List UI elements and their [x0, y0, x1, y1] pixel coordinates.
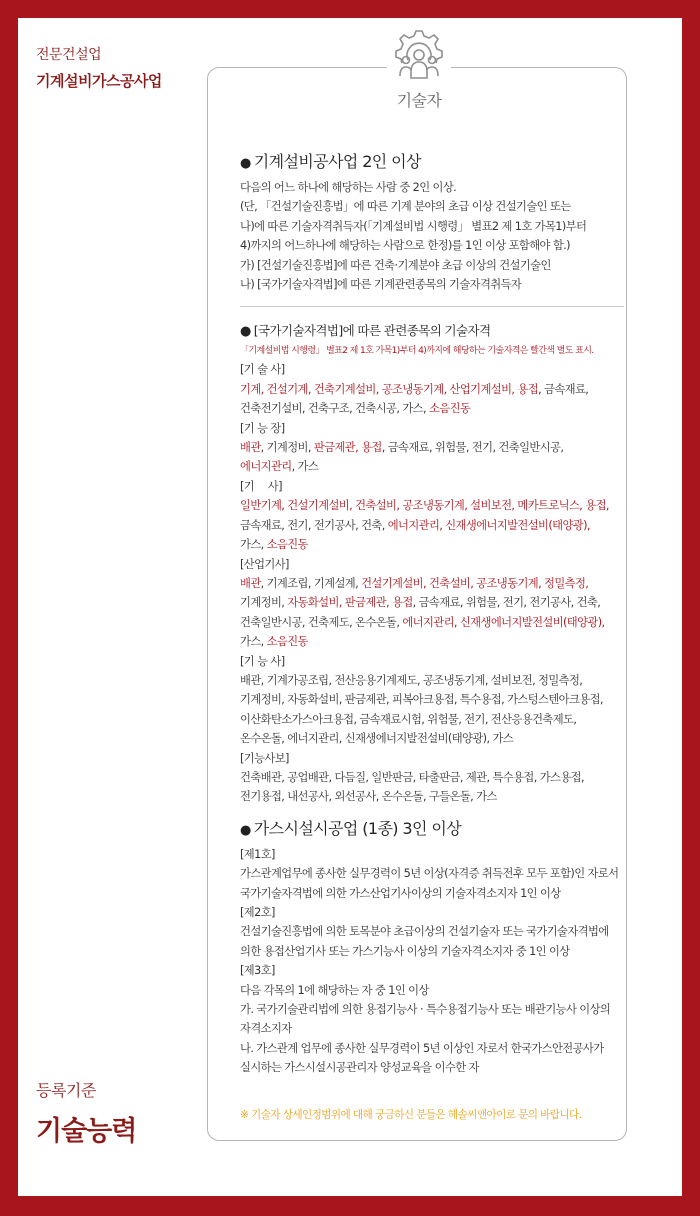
- qualification-text: , 금속재료, 위험물, 전기, 건축일반시공,: [381, 441, 564, 455]
- qualification-highlighted: 에너지관리, 신재생에너지발전설비(태양광),: [387, 518, 590, 532]
- category-title: 기계설비가스공사업: [36, 72, 162, 90]
- bullet-icon: ●: [240, 822, 251, 838]
- qualification-highlighted: 일반기계, 건설기계설비, 건축설비, 공조냉동기계, 설비보전, 메카트로닉스, 용접,: [240, 499, 609, 513]
- qualification-group: [240, 749, 640, 807]
- card-content: [240, 150, 640, 1125]
- qualification-group: [240, 555, 640, 652]
- qualification-highlighted: 배관: [240, 576, 261, 590]
- text-line: 가. 국가기술관리법에 의한 용접기능사 · 특수용접기능사 또는 배관기능사 이상의: [240, 1003, 611, 1017]
- text-line: 4)까지의 어느하나에 해당하는 사람으로 한정)를 1인 이상 포함해야 함.): [240, 239, 570, 253]
- text-line: 다음 각목의 1에 해당하는 자 중 1인 이상: [240, 983, 429, 997]
- text-line: [제2호]: [240, 906, 275, 919]
- text-line: [제1호]: [240, 847, 275, 861]
- text-line: 가스관계업무에 종사한 실무경력이 5년 이상(자격증 취득전후 모두 포함)인 자로서: [240, 867, 619, 881]
- group-label: [기 능 사]: [240, 654, 285, 668]
- section-heading: ● 기계설비공사업 2인 이상: [240, 152, 421, 171]
- qualification-line: [240, 399, 640, 418]
- text-line: 의한 용접산업기사 또는 가스기능사 이상의 기술자격소지자 중 1인 이상: [240, 944, 570, 958]
- text-line: (단, 「건설기술진흥법」에 따른 기계 분야의 초급 이상 건설기술인 또는: [240, 200, 571, 214]
- group-label: [기 술 사]: [240, 363, 285, 377]
- section-qualifications: [240, 321, 640, 806]
- qualification-line: [240, 593, 640, 612]
- qualification-text: 건축배관, 공업배관, 다듬질, 일반판금, 타출판금, 제관, 특수용접, 가스용접,: [240, 770, 584, 784]
- qualification-text: , 기계조립, 기계설계,: [260, 576, 362, 590]
- qualification-highlighted: 에너지관리: [240, 460, 292, 474]
- qualification-text: 가스,: [240, 538, 267, 552]
- card-title: 기술자: [396, 91, 442, 110]
- qualification-line: [240, 613, 640, 632]
- qualification-highlighted: 기계, 건설기계, 건축기계설비, 공조냉동기계, 산업기계설비, 용접: [240, 382, 539, 396]
- qualification-highlighted: 자동화설비, 판금제관, 용접: [287, 596, 413, 610]
- section-heading: ● 가스시설시공업 (1종) 3인 이상: [240, 818, 462, 838]
- qualification-line: [240, 535, 640, 554]
- text-line: 가) [건설기술진흥법]에 따른 건축·기계분야 초급 이상의 건설기술인: [240, 258, 551, 272]
- qualification-line: [240, 710, 640, 729]
- qualification-highlighted: 소음진동: [428, 402, 471, 416]
- qualification-text: , 금속재료, 위험물, 전기, 전기공사, 건축,: [412, 596, 601, 610]
- qualification-text: 이산화탄소가스아크용접, 금속재료시험, 위험물, 전기, 전산응용건축제도,: [240, 712, 577, 726]
- qualification-group: [240, 360, 640, 418]
- registration-sub: 등록기준: [36, 1081, 96, 1100]
- qualification-text: 건축전기설비, 건축구조, 건축시공, 가스,: [240, 402, 429, 416]
- group-label: [기능사보]: [240, 751, 289, 765]
- section-divider: [240, 306, 624, 307]
- qualification-group: [240, 419, 640, 477]
- text-line: [제3호]: [240, 964, 275, 978]
- qualification-group: [240, 477, 640, 555]
- group-label: [산업기사]: [240, 557, 289, 571]
- qualification-line: [240, 787, 640, 806]
- qualification-text: 기계정비,: [240, 596, 288, 610]
- registration-title: 기술능력: [36, 1116, 137, 1147]
- qualification-text: , 기계정비,: [260, 441, 314, 455]
- group-label: [기 능 장]: [240, 421, 285, 435]
- section-gas: [240, 817, 640, 1078]
- qualification-line: [240, 457, 640, 476]
- category-block: [36, 44, 162, 91]
- text-line: 자격소지자: [240, 1022, 292, 1036]
- qualification-text: 금속재료, 전기, 전기공사, 건축,: [240, 518, 388, 532]
- qualification-line: [240, 729, 640, 748]
- qualification-line: [240, 380, 640, 399]
- section-heading: ● [국가기술자격법]에 따른 관련종목의 기술자격: [240, 323, 491, 340]
- qualification-highlighted: 소음진동: [266, 635, 308, 649]
- section-mechanical: [240, 150, 640, 294]
- text-line: 건설기술진흥법에 의한 토목분야 초급이상의 건설기술자 또는 국가기술자격법에: [240, 925, 609, 939]
- technician-gear-icon: [391, 30, 447, 82]
- registration-block: [36, 1078, 136, 1148]
- bullet-icon: ●: [240, 156, 251, 171]
- qualification-line: [240, 671, 640, 690]
- qualification-text: 온수온돌, 에너지관리, 신재생에너지발전설비(태양광), 가스: [240, 732, 514, 746]
- text-line: 실시하는 가스시설시공관리자 양성교육을 이수한 자: [240, 1061, 479, 1075]
- qualification-text: 전기용접, 내선공사, 외선공사, 온수온돌, 구들온돌, 가스: [240, 790, 497, 804]
- card-header: [387, 30, 451, 120]
- footer-note: ※ 기술자 상세인정범위에 대해 궁금하신 분들은 해솔씨앤아이로 문의 바랍니다.: [240, 1108, 582, 1121]
- qualification-text: 건축일반시공, 건축제도, 온수온돌,: [240, 615, 403, 629]
- category-sub: 전문건설업: [36, 47, 102, 63]
- qualification-line: [240, 574, 640, 593]
- qualification-text: 가스,: [240, 635, 267, 649]
- red-mark-note: 「기계설비법 시행령」 별표2 제 1호 가목1)부터 4)까지에 해당하는 기술자격은 빨간색 별도 표시.: [240, 346, 594, 357]
- qualification-text: , 금속재료,: [538, 382, 589, 396]
- text-line: 나) [국가기술자격법]에 따른 기계관련종목의 기술자격취득자: [240, 278, 522, 292]
- qualification-highlighted: 소음진동: [266, 538, 308, 552]
- qualification-group: [240, 652, 640, 749]
- qualification-line: [240, 690, 640, 709]
- qualification-line: [240, 438, 640, 457]
- text-line: 국가기술자격법에 의한 가스산업기사이상의 기술자격소지자 1인 이상: [240, 886, 561, 900]
- qualification-highlighted: 건설기계설비, 건축설비, 공조냉동기계, 정밀측정,: [361, 576, 589, 590]
- qualification-line: [240, 768, 640, 787]
- qualification-text: , 가스: [291, 460, 319, 474]
- qualification-text: 배관, 기계가공조립, 전산응용기계제도, 공조냉동기계, 설비보전, 정밀측정,: [240, 673, 583, 687]
- bullet-icon: ●: [240, 324, 251, 340]
- text-line: 다음의 어느 하나에 해당하는 사람 중 2인 이상.: [240, 181, 457, 194]
- text-line: 나. 가스관계 업무에 종사한 실무경력이 5년 이상인 자로서 한국가스안전공사가: [240, 1041, 604, 1055]
- qualification-text: 기계정비, 자동화설비, 판금제관, 피복아크용접, 특수용접, 가스텅스텐아크용접,: [240, 693, 603, 707]
- qualification-highlighted: 판금제관, 용접: [313, 441, 382, 455]
- text-line: 나)에 따른 기술자격취득자(「기계설비법 시행령」 별표2 제 1호 가목1)부터: [240, 219, 587, 233]
- qualification-highlighted: 에너지관리, 신재생에너지발전설비(태양광),: [402, 615, 605, 629]
- qualification-line: [240, 516, 640, 535]
- qualification-highlighted: 배관: [240, 441, 261, 455]
- qualification-line: [240, 632, 640, 651]
- qualification-line: [240, 496, 640, 515]
- group-label: [기 사]: [240, 479, 282, 493]
